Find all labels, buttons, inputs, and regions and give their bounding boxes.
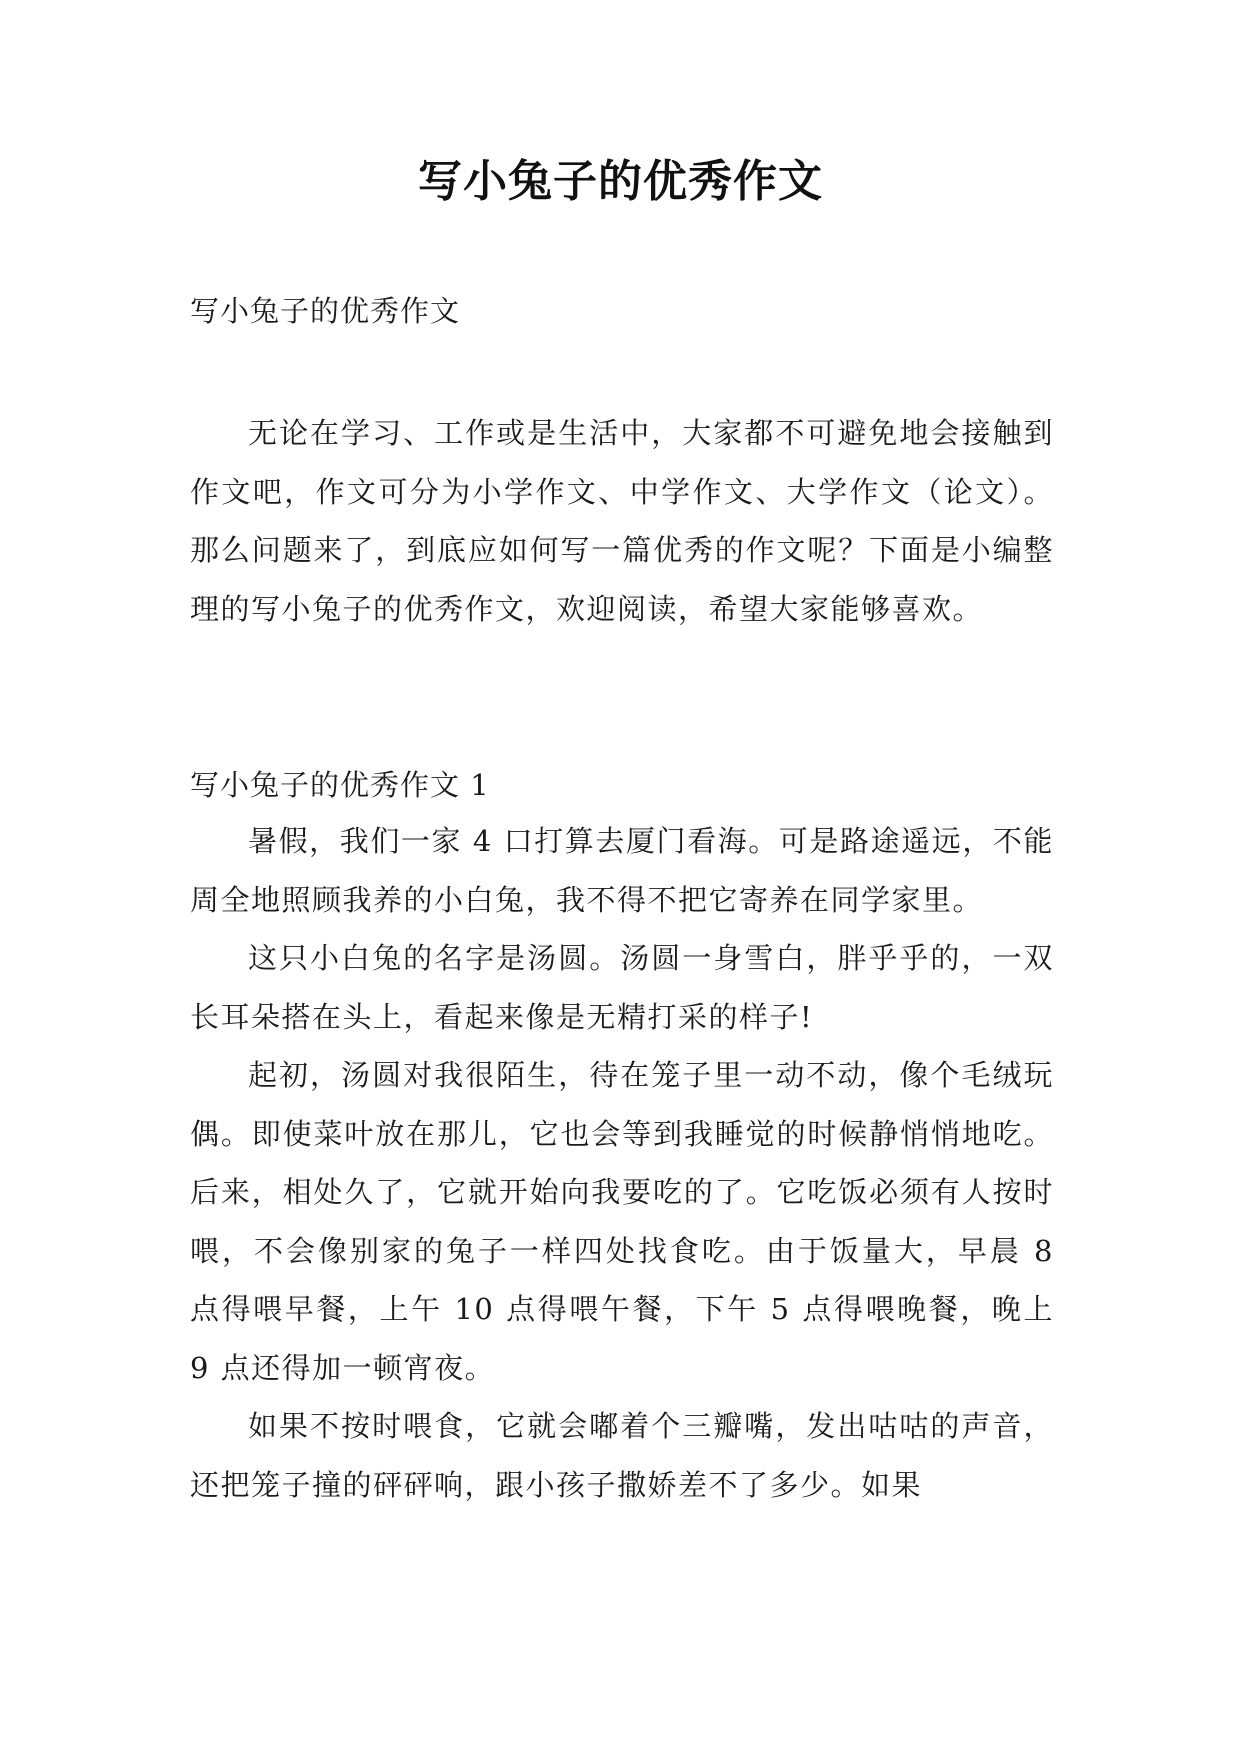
essay-paragraph: 起初，汤圆对我很陌生，待在笼子里一动不动，像个毛绒玩偶。即使菜叶放在那儿，它也会等到我睡觉的时候静悄悄地吃。后来，相处久了，它就开始向我要吃的了。它吃饭必须有人按时喂，不会像别家的兔子一样四处找食吃。由于饭量大，早晨 8 点得喂早餐，上午 10 点得喂午餐，下午 5 点得喂晚餐，晚上 9 点还得加一顿宵夜。 [190,1058,1054,1385]
essay-paragraph: 这只小白兔的名字是汤圆。汤圆一身雪白，胖乎乎的，一双长耳朵搭在头上，看起来像是无精打采的样子! [190,941,1054,1034]
essay-body [190,812,1054,1514]
section-heading: 写小兔子的优秀作文 1 [190,768,490,802]
intro-block [190,404,1054,638]
essay-paragraph: 如果不按时喂食，它就会嘟着个三瓣嘴，发出咕咕的声音，还把笼子撞的砰砰响，跟小孩子撒娇差不了多少。如果 [190,1409,1054,1502]
document-subtitle: 写小兔子的优秀作文 [190,294,461,328]
document-title: 写小兔子的优秀作文 [418,156,823,207]
essay-paragraph: 暑假，我们一家 4 口打算去厦门看海。可是路途遥远，不能周全地照顾我养的小白兔，我不得不把它寄养在同学家里。 [190,824,1054,917]
intro-paragraph: 无论在学习、工作或是生活中，大家都不可避免地会接触到作文吧，作文可分为小学作文、中学作文、大学作文（论文）。那么问题来了，到底应如何写一篇优秀的作文呢？下面是小编整理的写小兔子的优秀作文，欢迎阅读，希望大家能够喜欢。 [190,416,1054,626]
